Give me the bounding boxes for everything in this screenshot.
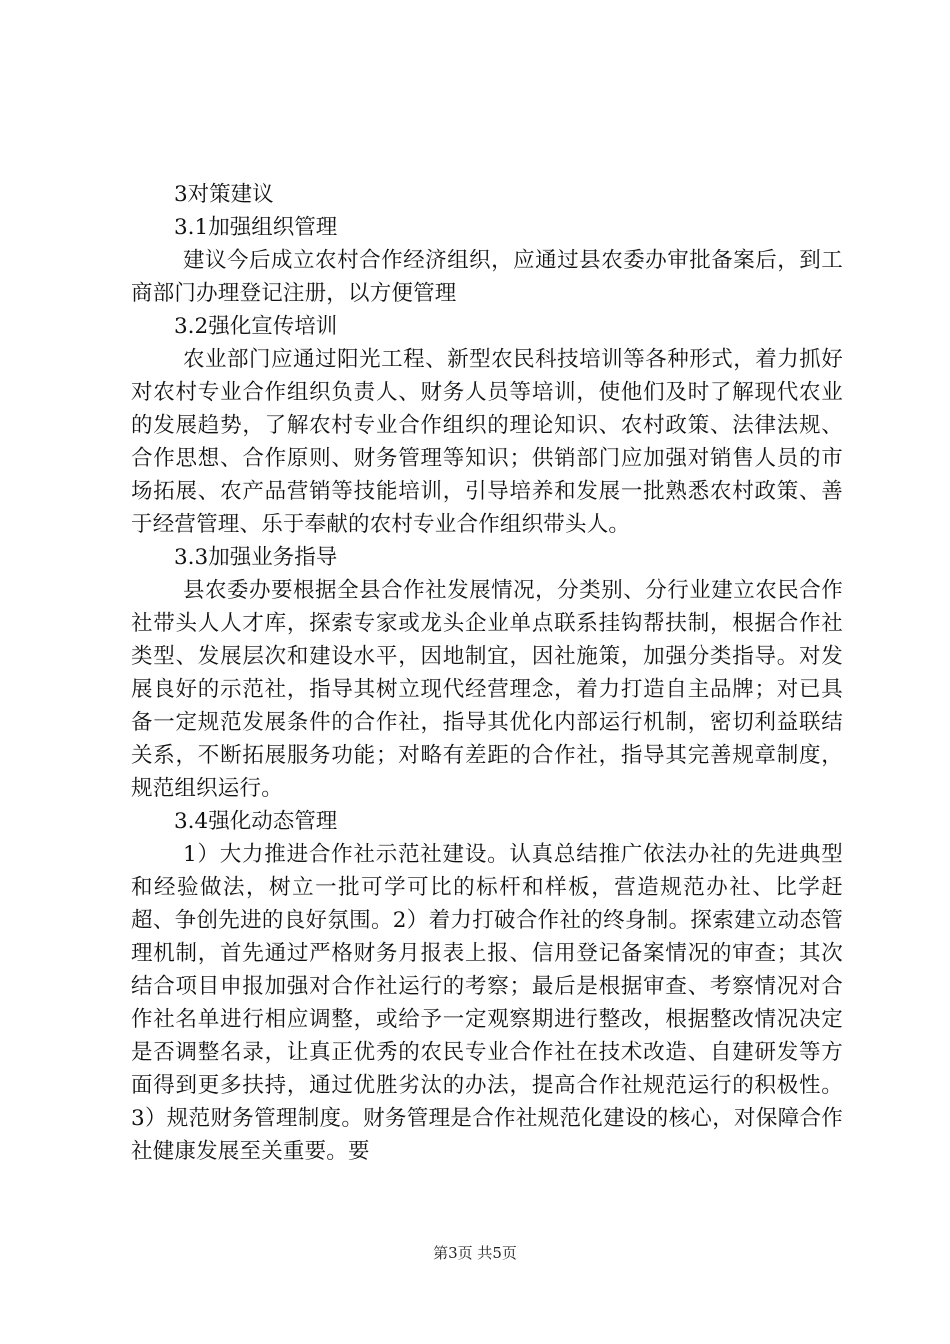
subsection-heading: 3.3加强业务指导: [174, 545, 338, 570]
subsection-heading: 3.1加强组织管理: [174, 215, 338, 240]
section-heading: 3对策建议: [174, 182, 274, 207]
subsection-heading: 3.4强化动态管理: [174, 809, 338, 834]
body-paragraph: 农业部门应通过阳光工程、新型农民科技培训等各种形式，着力抓好对农村专业合作组织负责人、财务人员等培训，使他们及时了解现代农业的发展趋势，了解农村专业合作组织的理论知识、农村政策、法律法规、合作思想、合作原则、财务管理等知识；供销部门应加强对销售人员的市场拓展、农产品营销等技能培训，引导培养和发展一批熟悉农村政策、善于经营管理、乐于奉献的农村专业合作组织带头人。: [131, 347, 843, 537]
body-paragraph: 建议今后成立农村合作经济组织，应通过县农委办审批备案后，到工商部门办理登记注册，以方便管理: [131, 248, 843, 306]
subsection-heading: 3.2强化宣传培训: [174, 314, 338, 339]
body-paragraph: 1）大力推进合作社示范社建设。认真总结推广依法办社的先进典型和经验做法，树立一批可学可比的标杆和样板，营造规范办社、比学赶超、争创先进的良好氛围。2）着力打破合作社的终身制。探索建立动态管理机制，首先通过严格财务月报表上报、信用登记备案情况的审查；其次结合项目申报加强对合作社运行的考察；最后是根据审查、考察情况对合作社名单进行相应调整，或给予一定观察期进行整改，根据整改情况决定是否调整名录，让真正优秀的农民专业合作社在技术改造、自建研发等方面得到更多扶持，通过优胜劣汰的办法，提高合作社规范运行的积极性。3）规范财务管理制度。财务管理是合作社规范化建设的核心，对保障合作社健康发展至关重要。要: [131, 842, 843, 1164]
page-number: 第3页 共5页: [433, 1244, 517, 1262]
body-paragraph: 县农委办要根据全县合作社发展情况，分类别、分行业建立农民合作社带头人人才库，探索专家或龙头企业单点联系挂钩帮扶制，根据合作社类型、发展层次和建设水平，因地制宜，因社施策，加强分类指导。对发展良好的示范社，指导其树立现代经营理念，着力打造自主品牌；对已具备一定规范发展条件的合作社，指导其优化内部运行机制，密切利益联结关系，不断拓展服务功能；对略有差距的合作社，指导其完善规章制度，规范组织运行。: [131, 578, 843, 801]
document-body: [131, 178, 843, 1168]
